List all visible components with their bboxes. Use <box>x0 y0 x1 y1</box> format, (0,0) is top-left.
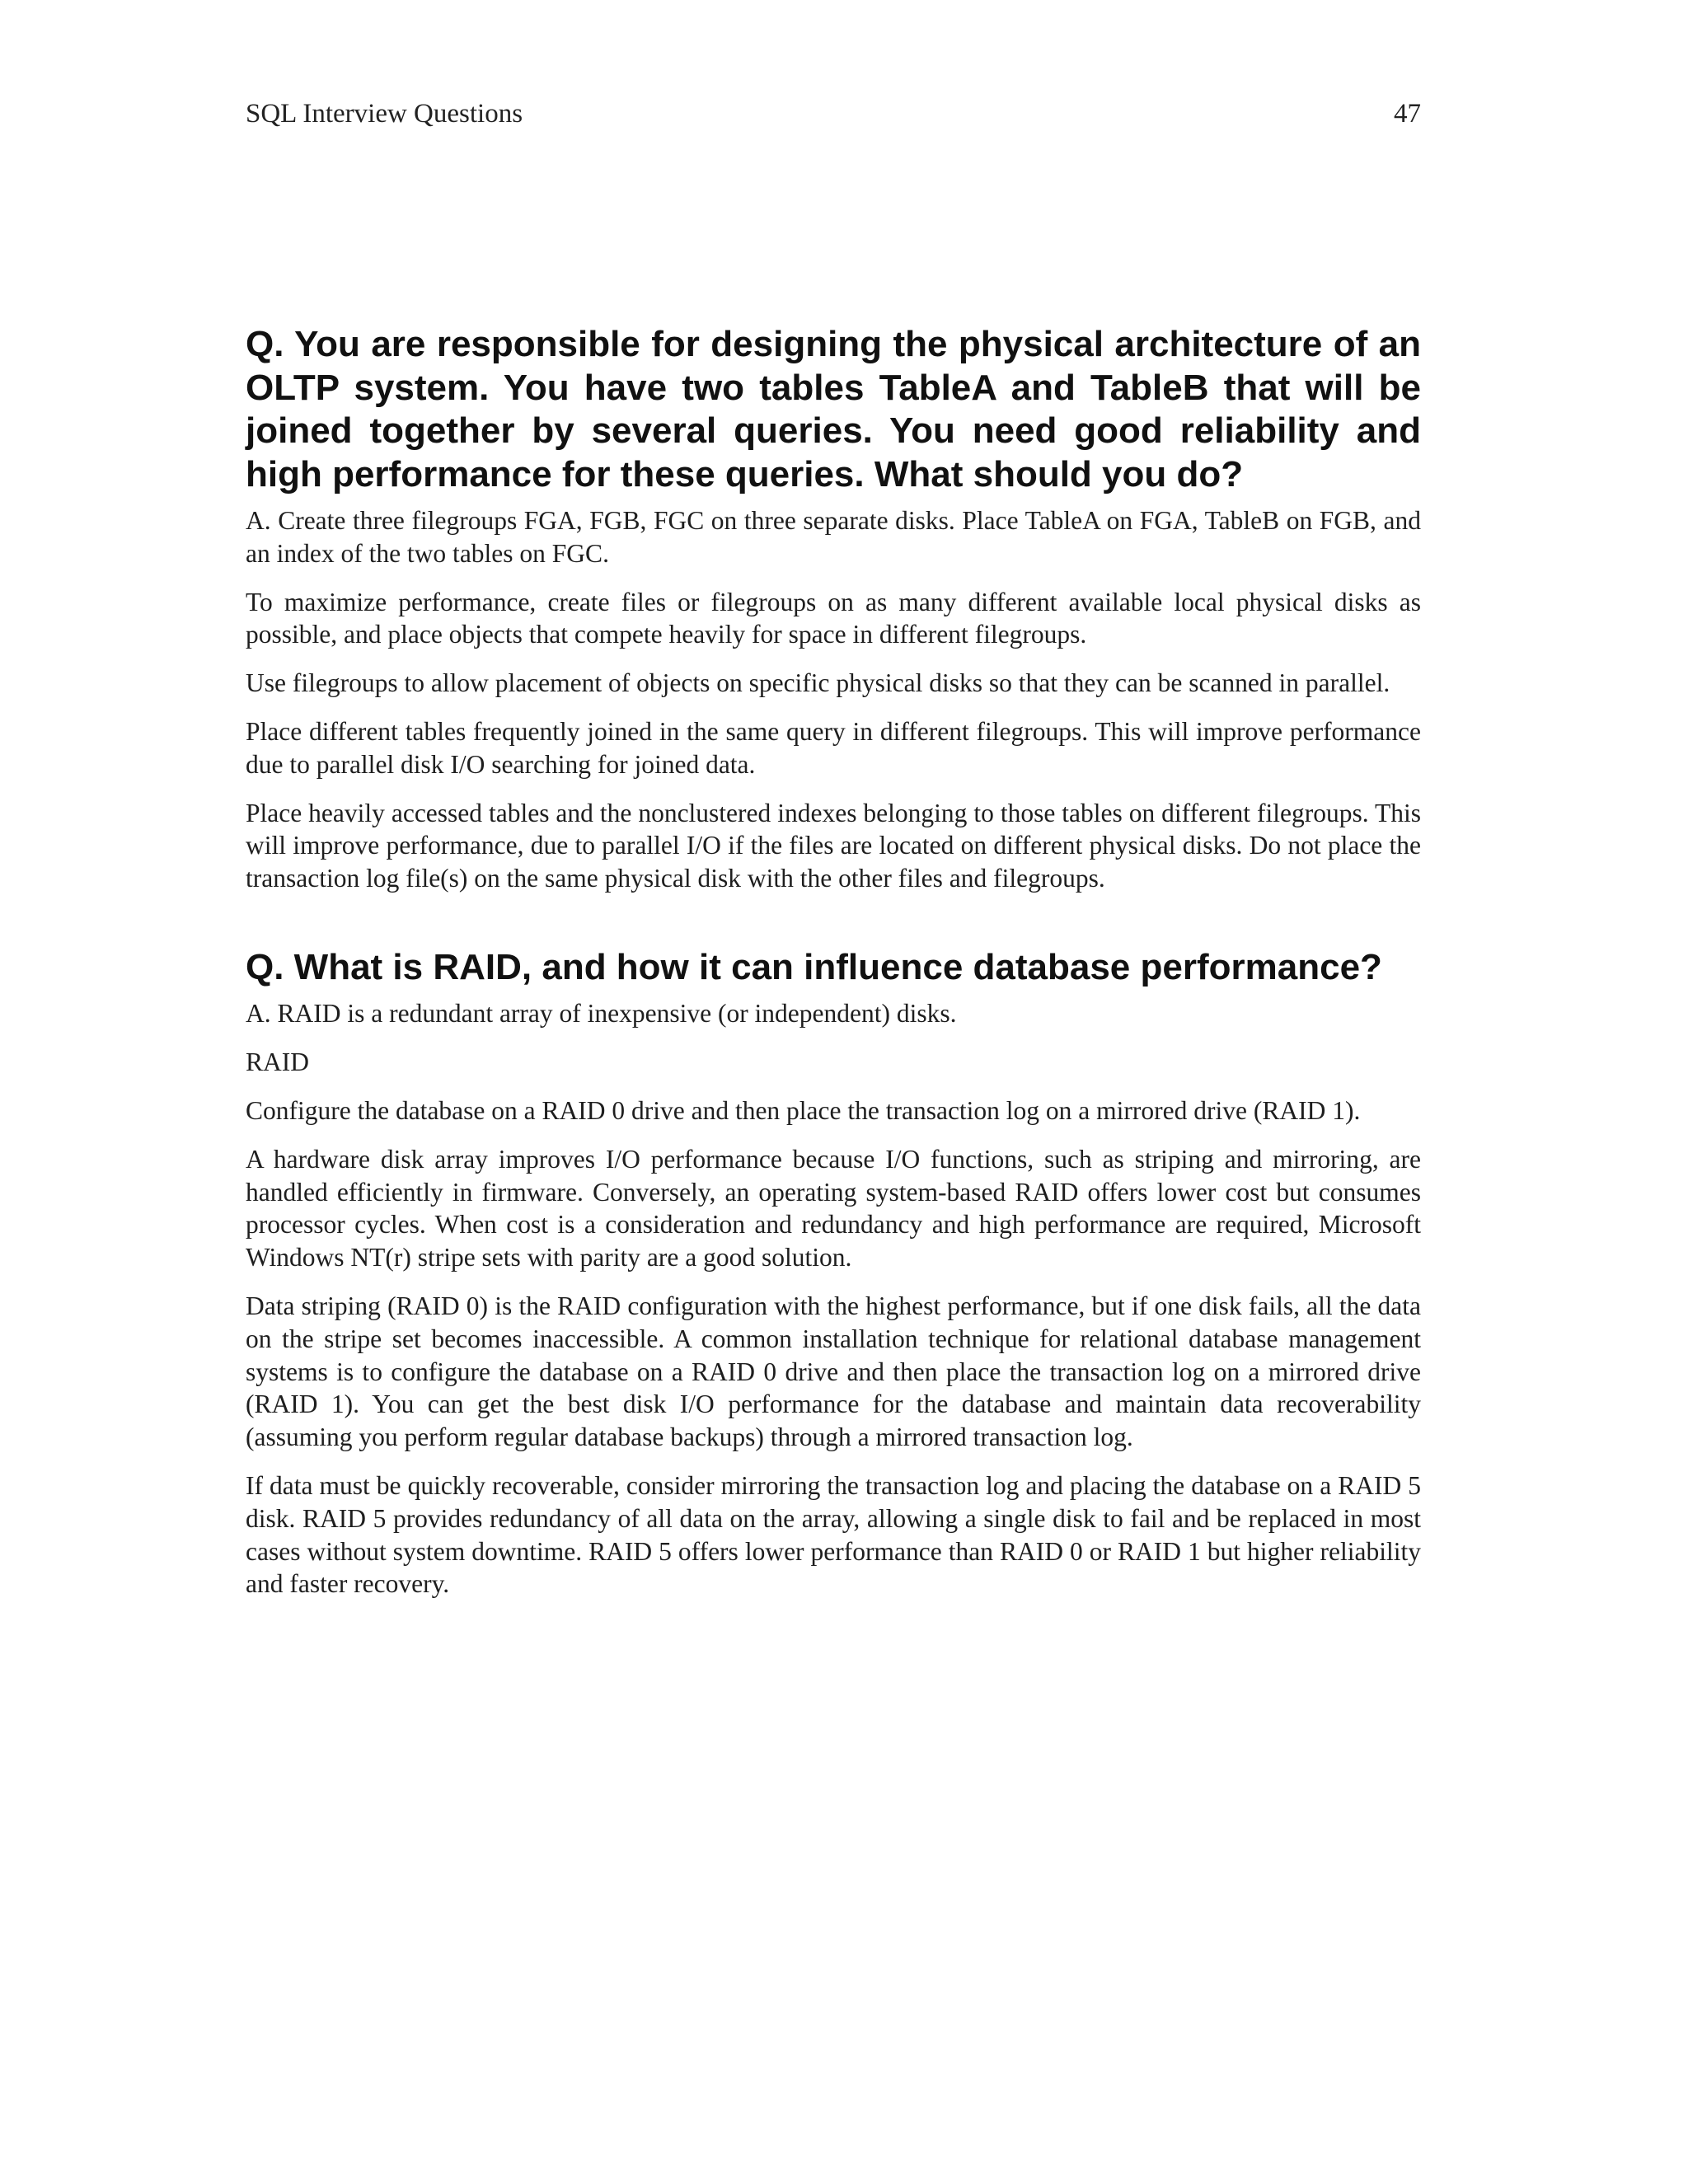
page-number: 47 <box>1394 99 1421 129</box>
body-paragraph: If data must be quickly recoverable, consider mirroring the transaction log and placing the database on a RAID 5 disk. RAID 5 provides redundancy of all data on the array, allowing a single disk to fail and be replaced in most cases without system downtime. RAID 5 offers lower performance than RAID 0 or RAID 1 but higher reliability and faster recovery. <box>246 1471 1421 1599</box>
body-paragraph: RAID <box>246 1047 309 1077</box>
answer-paragraph: A. Create three filegroups FGA, FGB, FGC on three separate disks. Place TableA on FGA, TableB on FGB, and an index of the two tables on FGC. <box>246 506 1421 568</box>
answer-paragraph: A. RAID is a redundant array of inexpensive (or independent) disks. <box>246 999 957 1029</box>
body-paragraph: Place heavily accessed tables and the nonclustered indexes belonging to those tables on different filegroups. This will improve performance, due to parallel I/O if the files are located on different physical disks. Do not place the transaction log file(s) on the same physical disk with the other files and filegroups. <box>246 798 1421 893</box>
body-paragraph: To maximize performance, create files or filegroups on as many different available local physical disks as possible, and place objects that compete heavily for space in different filegroups. <box>246 587 1421 649</box>
question-heading: Q. What is RAID, and how it can influence database performance? <box>246 946 1382 987</box>
page-content <box>246 323 1421 1616</box>
body-paragraph: Use filegroups to allow placement of objects on specific physical disks so that they can be scanned in parallel. <box>246 668 1390 698</box>
body-paragraph: Data striping (RAID 0) is the RAID configuration with the highest performance, but if one disk fails, all the data on the stripe set becomes inaccessible. A common installation technique for relational database management systems is to configure the database on a RAID 0 drive and then place the transaction log on a mirrored drive (RAID 1). You can get the best disk I/O performance for the database and maintain data recoverability (assuming you perform regular database backups) through a mirrored transaction log. <box>246 1291 1421 1452</box>
body-paragraph: Place different tables frequently joined in the same query in different filegroups. This will improve performance due to parallel disk I/O searching for joined data. <box>246 716 1421 779</box>
body-paragraph: A hardware disk array improves I/O performance because I/O functions, such as striping and mirroring, are handled efficiently in firmware. Conversely, an operating system-based RAID offers lower cost but consumes processor cycles. When cost is a consideration and redundancy and high performance are required, Microsoft Windows NT(r) stripe sets with parity are a good solution. <box>246 1144 1421 1272</box>
book-title: SQL Interview Questions <box>246 99 523 129</box>
running-header <box>246 97 1421 130</box>
question-heading: Q. You are responsible for designing the physical architecture of an OLTP system. You have two tables TableA and TableB that will be joined together by several queries. You need good reliability and high performance for these queries. What should you do? <box>246 324 1421 494</box>
body-paragraph: Configure the database on a RAID 0 drive and then place the transaction log on a mirrored drive (RAID 1). <box>246 1096 1361 1126</box>
